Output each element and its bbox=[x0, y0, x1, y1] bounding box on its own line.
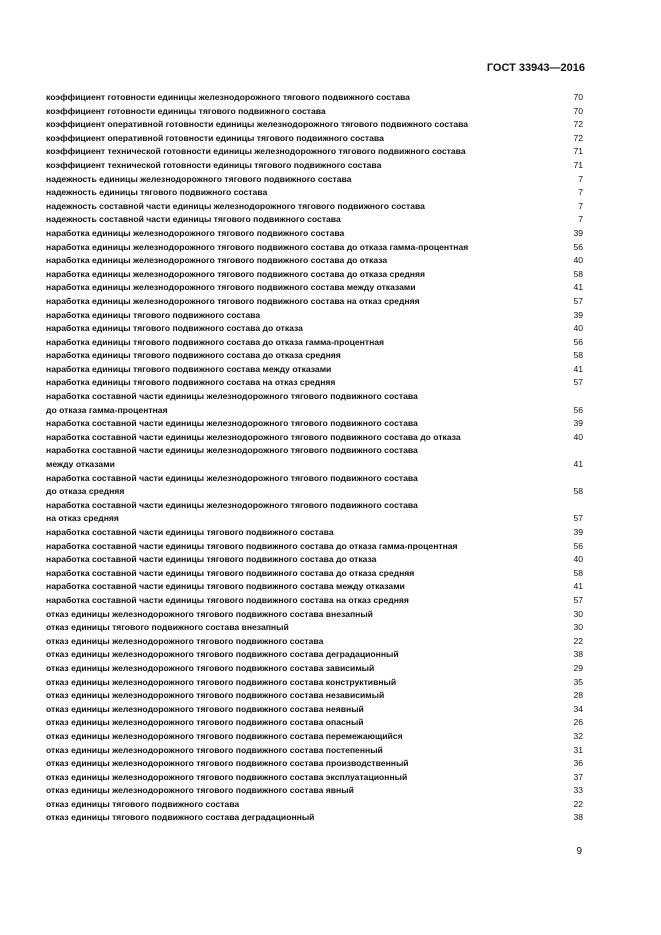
index-term bbox=[46, 91, 573, 105]
index-page-ref: 7 bbox=[578, 187, 583, 198]
index-term bbox=[46, 553, 573, 567]
index-entry bbox=[46, 281, 583, 295]
index-term bbox=[46, 241, 573, 255]
index-term bbox=[46, 635, 573, 649]
index-term bbox=[46, 703, 573, 717]
index-term-line: отказ единицы железнодорожного тягового подвижного состава независимый bbox=[46, 690, 385, 701]
index-term-line: надежность единицы железнодорожного тягового подвижного состава bbox=[46, 173, 352, 184]
index-entry bbox=[46, 254, 583, 268]
index-term-line: наработка единицы железнодорожного тягового подвижного состава до отказа гамма-процентная bbox=[46, 241, 469, 252]
index-entry bbox=[46, 173, 583, 187]
index-term-line: отказ единицы тягового подвижного состава bbox=[46, 798, 240, 809]
index-page-ref: 70 bbox=[573, 92, 583, 102]
index-entry bbox=[46, 784, 583, 798]
index-term bbox=[46, 200, 578, 214]
index-term-line: отказ единицы тягового подвижного состава деградационный bbox=[46, 812, 315, 823]
index-page-ref: 22 bbox=[573, 635, 583, 646]
index-term-line: коэффициент оперативной готовности единицы тягового подвижного состава bbox=[46, 132, 384, 143]
index-page-ref: 31 bbox=[573, 744, 583, 755]
index-entry bbox=[46, 91, 583, 105]
index-term-line: до отказа средняя bbox=[46, 486, 125, 497]
index-term-line: отказ единицы железнодорожного тягового подвижного состава эксплуатационный bbox=[46, 771, 408, 782]
index-entry bbox=[46, 594, 583, 608]
index-term-line: наработка составной части единицы железнодорожного тягового подвижного состава bbox=[46, 472, 418, 483]
index-term-line: на отказ средняя bbox=[46, 513, 119, 524]
index-term bbox=[46, 580, 573, 594]
index-page-ref: 39 bbox=[573, 309, 583, 320]
index-term bbox=[46, 540, 573, 554]
index-term bbox=[46, 336, 573, 350]
index-entry bbox=[46, 336, 583, 350]
index-page-ref: 37 bbox=[573, 771, 583, 782]
index-entry bbox=[46, 689, 583, 703]
index-entry bbox=[46, 268, 583, 282]
index-term bbox=[46, 281, 573, 295]
index-page-ref: 58 bbox=[573, 268, 583, 279]
index-term bbox=[46, 472, 573, 499]
index-term-line: отказ единицы железнодорожного тягового подвижного состава конструктивный bbox=[46, 676, 397, 687]
index-term-line: между отказами bbox=[46, 459, 115, 470]
index-term-line: коэффициент технической готовности единицы железнодорожного тягового подвижного состава bbox=[46, 146, 466, 157]
index-term-line: отказ единицы железнодорожного тягового подвижного состава bbox=[46, 635, 324, 646]
index-entry bbox=[46, 105, 583, 119]
index-term-line: наработка единицы железнодорожного тягового подвижного состава до отказа средняя bbox=[46, 268, 426, 279]
index-entry bbox=[46, 608, 583, 622]
index-entry bbox=[46, 390, 583, 417]
index-entry bbox=[46, 241, 583, 255]
index-entry bbox=[46, 648, 583, 662]
index-page-ref: 40 bbox=[573, 431, 583, 442]
index-term-line: наработка единицы железнодорожного тягового подвижного состава bbox=[46, 227, 345, 238]
index-term bbox=[46, 118, 573, 132]
index-term bbox=[46, 417, 573, 431]
index-term bbox=[46, 594, 573, 608]
index-entry bbox=[46, 662, 583, 676]
index-entry bbox=[46, 444, 583, 471]
index-term bbox=[46, 798, 573, 812]
index-page-ref: 32 bbox=[573, 730, 583, 741]
index-term bbox=[46, 648, 573, 662]
index-entry bbox=[46, 553, 583, 567]
index-entry bbox=[46, 132, 583, 146]
page-number: 9 bbox=[576, 846, 582, 857]
index-term-line: наработка составной части единицы тягового подвижного состава bbox=[46, 527, 334, 537]
index-entry bbox=[46, 730, 583, 744]
index-term bbox=[46, 662, 573, 676]
index-page-ref: 39 bbox=[573, 418, 583, 429]
index-term bbox=[46, 716, 573, 730]
index-term bbox=[46, 567, 573, 581]
index-term-line: надежность единицы тягового подвижного состава bbox=[46, 187, 268, 198]
index-entry bbox=[46, 431, 583, 445]
index-term-line: коэффициент технической готовности единицы тягового подвижного состава bbox=[46, 159, 382, 170]
index-term bbox=[46, 676, 573, 690]
index-term bbox=[46, 363, 573, 377]
index-term-line: отказ единицы железнодорожного тягового подвижного состава перемежающийся bbox=[46, 730, 403, 741]
index-page-ref: 56 bbox=[573, 241, 583, 252]
index-term bbox=[46, 254, 573, 268]
index-term-line: надежность составной части единицы железнодорожного тягового подвижного состава bbox=[46, 200, 425, 211]
index-page-ref: 71 bbox=[573, 146, 583, 157]
index-term bbox=[46, 213, 578, 227]
index-term bbox=[46, 431, 573, 445]
index-term bbox=[46, 811, 573, 825]
index-entry bbox=[46, 159, 583, 173]
index-term-line: отказ единицы железнодорожного тягового подвижного состава явный bbox=[46, 785, 354, 796]
index-entry bbox=[46, 580, 583, 594]
index-page-ref: 40 bbox=[573, 554, 583, 565]
index-term-line: отказ единицы железнодорожного тягового подвижного состава постепенный bbox=[46, 744, 383, 755]
index-term bbox=[46, 159, 573, 173]
index-page-ref: 39 bbox=[573, 527, 583, 537]
index-term-line: наработка составной части единицы железнодорожного тягового подвижного состава bbox=[46, 418, 418, 429]
index-term-line: до отказа гамма-процентная bbox=[46, 404, 168, 415]
index-entry bbox=[46, 635, 583, 649]
index-term-line: отказ единицы железнодорожного тягового подвижного состава неявный bbox=[46, 703, 364, 714]
index-entry bbox=[46, 363, 583, 377]
index-entry bbox=[46, 186, 583, 200]
index-entry bbox=[46, 716, 583, 730]
document-number: ГОСТ 33943—2016 bbox=[486, 62, 585, 74]
index-page-ref: 58 bbox=[573, 567, 583, 578]
index-term bbox=[46, 227, 573, 241]
index-entry bbox=[46, 227, 583, 241]
index-term bbox=[46, 376, 573, 390]
index-page-ref: 39 bbox=[573, 227, 583, 238]
index-page-ref: 58 bbox=[573, 486, 583, 497]
index-term-line: отказ единицы железнодорожного тягового подвижного состава опасный bbox=[46, 717, 364, 728]
index-entry bbox=[46, 417, 583, 431]
index-term bbox=[46, 730, 573, 744]
index-term-line: отказ единицы железнодорожного тягового подвижного состава зависимый bbox=[46, 662, 375, 673]
index-term-line: отказ единицы железнодорожного тягового подвижного состава внезапный bbox=[46, 608, 373, 619]
index-entry bbox=[46, 540, 583, 554]
index-page-ref: 29 bbox=[573, 662, 583, 673]
index-term-line: наработка единицы железнодорожного тягового подвижного состава между отказами bbox=[46, 282, 416, 293]
index-page-ref: 7 bbox=[578, 200, 583, 211]
index-page-ref: 57 bbox=[573, 295, 583, 306]
index-term-line: наработка составной части единицы тягового подвижного состава до отказа средняя bbox=[46, 567, 415, 578]
index-page-ref: 57 bbox=[573, 513, 583, 524]
index-term-line: наработка единицы тягового подвижного состава между отказами bbox=[46, 363, 332, 374]
index-entry bbox=[46, 744, 583, 758]
index-term-line: наработка единицы тягового подвижного состава bbox=[46, 309, 261, 320]
index-entry bbox=[46, 757, 583, 771]
index-term bbox=[46, 173, 578, 187]
index-term bbox=[46, 499, 573, 526]
index-page-ref: 36 bbox=[573, 758, 583, 769]
index-term-line: отказ единицы железнодорожного тягового подвижного состава деградационный bbox=[46, 649, 399, 660]
index-page-ref: 72 bbox=[573, 119, 583, 130]
index-term-line: наработка единицы железнодорожного тягового подвижного состава на отказ средняя bbox=[46, 295, 420, 306]
index-entry bbox=[46, 472, 583, 499]
index-term bbox=[46, 744, 573, 758]
index-term-line: наработка единицы тягового подвижного состава на отказ средняя bbox=[46, 377, 336, 388]
index-term bbox=[46, 526, 573, 540]
index-entry bbox=[46, 309, 583, 323]
index-entry bbox=[46, 798, 583, 812]
index-entry bbox=[46, 676, 583, 690]
index-entry bbox=[46, 213, 583, 227]
term-index bbox=[46, 91, 583, 825]
index-term-line: отказ единицы железнодорожного тягового подвижного состава производственный bbox=[46, 758, 409, 769]
index-term-line: наработка составной части единицы тягового подвижного состава до отказа bbox=[46, 554, 377, 565]
index-term-line: наработка единицы железнодорожного тягового подвижного состава до отказа bbox=[46, 255, 388, 266]
index-page-ref: 22 bbox=[573, 798, 583, 809]
index-term bbox=[46, 621, 573, 635]
index-page-ref: 41 bbox=[573, 363, 583, 374]
index-page-ref: 30 bbox=[573, 608, 583, 619]
index-term bbox=[46, 771, 573, 785]
index-page-ref: 41 bbox=[573, 581, 583, 592]
index-page-ref: 7 bbox=[578, 173, 583, 184]
index-page-ref: 40 bbox=[573, 323, 583, 334]
index-term-line: наработка единицы тягового подвижного состава до отказа средняя bbox=[46, 350, 341, 361]
index-term-line: наработка составной части единицы железнодорожного тягового подвижного состава bbox=[46, 445, 418, 456]
index-page-ref: 40 bbox=[573, 255, 583, 266]
index-page-ref: 57 bbox=[573, 377, 583, 388]
index-term-line: наработка единицы тягового подвижного состава до отказа гамма-процентная bbox=[46, 336, 385, 347]
index-term-line: коэффициент готовности единицы железнодорожного тягового подвижного состава bbox=[46, 92, 410, 102]
index-term bbox=[46, 689, 573, 703]
index-term bbox=[46, 309, 573, 323]
index-term-line: коэффициент готовности единицы тягового подвижного состава bbox=[46, 105, 326, 116]
index-entry bbox=[46, 526, 583, 540]
index-page-ref: 56 bbox=[573, 336, 583, 347]
index-term-line: наработка составной части единицы железнодорожного тягового подвижного состава до отказа bbox=[46, 431, 461, 442]
index-page-ref: 33 bbox=[573, 785, 583, 796]
index-page-ref: 56 bbox=[573, 404, 583, 415]
index-term-line: наработка составной части единицы тягового подвижного состава до отказа гамма-процентная bbox=[46, 540, 458, 551]
index-term-line: надежность составной части единицы тягового подвижного состава bbox=[46, 214, 341, 225]
index-entry bbox=[46, 621, 583, 635]
index-entry bbox=[46, 499, 583, 526]
index-entry bbox=[46, 295, 583, 309]
index-term bbox=[46, 608, 573, 622]
index-term-line: отказ единицы тягового подвижного состава внезапный bbox=[46, 622, 289, 633]
index-term-line: наработка составной части единицы тягового подвижного состава между отказами bbox=[46, 581, 405, 592]
index-entry bbox=[46, 349, 583, 363]
index-page-ref: 41 bbox=[573, 459, 583, 470]
index-term bbox=[46, 105, 573, 119]
index-page-ref: 41 bbox=[573, 282, 583, 293]
index-term bbox=[46, 757, 573, 771]
index-page-ref: 30 bbox=[573, 622, 583, 633]
index-term bbox=[46, 186, 578, 200]
index-page-ref: 38 bbox=[573, 649, 583, 660]
index-term bbox=[46, 268, 573, 282]
index-entry bbox=[46, 811, 583, 825]
index-term bbox=[46, 132, 573, 146]
index-page-ref: 58 bbox=[573, 350, 583, 361]
index-entry bbox=[46, 145, 583, 159]
index-term bbox=[46, 444, 573, 471]
index-term bbox=[46, 390, 573, 417]
index-page-ref: 57 bbox=[573, 594, 583, 605]
index-page-ref: 70 bbox=[573, 105, 583, 116]
index-term bbox=[46, 295, 573, 309]
index-term bbox=[46, 349, 573, 363]
index-page-ref: 26 bbox=[573, 717, 583, 728]
index-page-ref: 28 bbox=[573, 690, 583, 701]
index-page-ref: 38 bbox=[573, 812, 583, 823]
index-entry bbox=[46, 703, 583, 717]
index-page-ref: 71 bbox=[573, 159, 583, 170]
index-term-line: наработка составной части единицы тягового подвижного состава на отказ средняя bbox=[46, 594, 409, 605]
index-page-ref: 34 bbox=[573, 703, 583, 714]
index-page-ref: 7 bbox=[578, 214, 583, 225]
index-entry bbox=[46, 376, 583, 390]
index-term bbox=[46, 784, 573, 798]
index-page-ref: 72 bbox=[573, 132, 583, 143]
index-entry bbox=[46, 200, 583, 214]
index-term-line: наработка составной части единицы железнодорожного тягового подвижного состава bbox=[46, 499, 418, 510]
index-term-line: наработка составной части единицы железнодорожного тягового подвижного состава bbox=[46, 391, 418, 402]
index-term bbox=[46, 145, 573, 159]
index-entry bbox=[46, 322, 583, 336]
index-page-ref: 35 bbox=[573, 676, 583, 687]
index-page-ref: 56 bbox=[573, 540, 583, 551]
index-entry bbox=[46, 567, 583, 581]
index-entry bbox=[46, 118, 583, 132]
index-term bbox=[46, 322, 573, 336]
index-term-line: коэффициент оперативной готовности единицы железнодорожного тягового подвижного состава bbox=[46, 119, 469, 130]
index-entry bbox=[46, 771, 583, 785]
index-term-line: наработка единицы тягового подвижного состава до отказа bbox=[46, 323, 303, 334]
